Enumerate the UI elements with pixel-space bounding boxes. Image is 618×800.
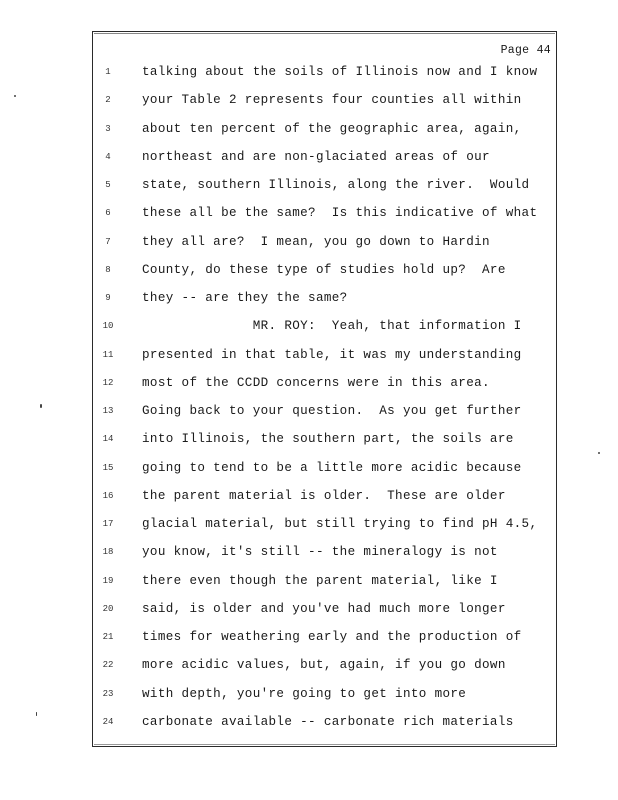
line-number: 2: [105, 95, 111, 106]
line-text: state, southern Illinois, along the river. Would: [142, 178, 530, 192]
line-number: 21: [102, 632, 114, 642]
line-text: going to tend to be a little more acidic because: [142, 460, 522, 475]
line-text: you know, it's still -- the mineralogy is not: [142, 545, 498, 560]
line-number: 3: [105, 123, 111, 134]
transcript-line: [100, 542, 555, 562]
line-text: times for weathering early and the production of: [142, 630, 522, 644]
line-number: 23: [102, 688, 114, 699]
line-number: 5: [105, 180, 111, 190]
scan-speck: [36, 712, 37, 716]
line-text: with depth, you're going to get into more: [142, 686, 467, 701]
line-text: more acidic values, but, again, if you go down: [142, 658, 506, 673]
line-text: carbonate available -- carbonate rich materials: [142, 714, 514, 729]
transcript-line: [100, 316, 555, 336]
line-number: 20: [102, 603, 114, 614]
line-number: 13: [102, 406, 114, 416]
line-text: they all are? I mean, you go down to Hardin: [142, 234, 490, 249]
scan-speck: [40, 404, 42, 408]
transcript-line: [100, 147, 555, 167]
transcript-line: [100, 90, 555, 110]
transcript-line: [100, 429, 555, 449]
line-number: 9: [105, 293, 111, 303]
transcript-line: [100, 203, 555, 223]
transcript-line: [100, 232, 555, 252]
line-text: the parent material is older. These are older: [142, 488, 506, 503]
line-text: MR. ROY: Yeah, that information I: [142, 319, 522, 334]
line-number: 11: [102, 349, 114, 360]
line-number: 6: [105, 208, 111, 219]
line-text: glacial material, but still trying to find pH 4.5,: [142, 517, 538, 531]
line-text: they -- are they the same?: [142, 291, 348, 305]
line-text: Going back to your question. As you get further: [142, 404, 522, 418]
line-number: 14: [102, 434, 114, 445]
line-text: about ten percent of the geographic area, again,: [142, 121, 522, 136]
frame-top-rule: [94, 33, 555, 34]
transcript-line: [100, 288, 555, 308]
line-number: 1: [105, 67, 111, 77]
line-text: northeast and are non-glaciated areas of our: [142, 149, 490, 164]
line-text: County, do these type of studies hold up? Are: [142, 262, 506, 277]
line-text: said, is older and you've had much more longer: [142, 601, 506, 616]
transcript-line: [100, 712, 555, 732]
scan-speck: [14, 95, 16, 97]
transcript-line: [100, 571, 555, 591]
transcript-line: [100, 655, 555, 675]
transcript-line: [100, 119, 555, 139]
line-text: talking about the soils of Illinois now and I know: [142, 65, 538, 79]
line-number: 18: [102, 547, 114, 558]
line-number: 8: [105, 264, 111, 275]
line-number: 22: [102, 660, 114, 671]
line-text: there even though the parent material, like I: [142, 573, 498, 588]
transcript-line: [100, 260, 555, 280]
line-text: presented in that table, it was my understanding: [142, 347, 522, 362]
line-number: 24: [102, 716, 114, 727]
transcript-line: [100, 401, 555, 421]
line-text: these all be the same? Is this indicative of what: [142, 206, 538, 221]
line-number: 17: [102, 519, 114, 529]
line-number: 16: [102, 490, 114, 501]
transcript-line: [100, 373, 555, 393]
transcript-line: [100, 345, 555, 365]
line-number: 10: [102, 321, 114, 332]
line-number: 12: [102, 377, 114, 388]
transcript-line: [100, 175, 555, 195]
line-number: 19: [102, 575, 114, 586]
transcript-line: [100, 599, 555, 619]
transcript-line: [100, 684, 555, 704]
line-number: 7: [105, 236, 111, 247]
transcript-line: [100, 627, 555, 647]
line-text: your Table 2 represents four counties all within: [142, 93, 522, 108]
line-text: most of the CCDD concerns were in this area.: [142, 375, 490, 390]
scan-speck: [598, 452, 600, 454]
page-number: Page 44: [500, 44, 551, 57]
frame-bottom-rule: [94, 744, 555, 745]
transcript-line: [100, 458, 555, 478]
line-number: 4: [105, 151, 111, 162]
transcript-line: [100, 62, 555, 82]
transcript-line: [100, 514, 555, 534]
transcript-line: [100, 486, 555, 506]
line-text: into Illinois, the southern part, the soils are: [142, 432, 514, 447]
line-number: 15: [102, 462, 114, 473]
